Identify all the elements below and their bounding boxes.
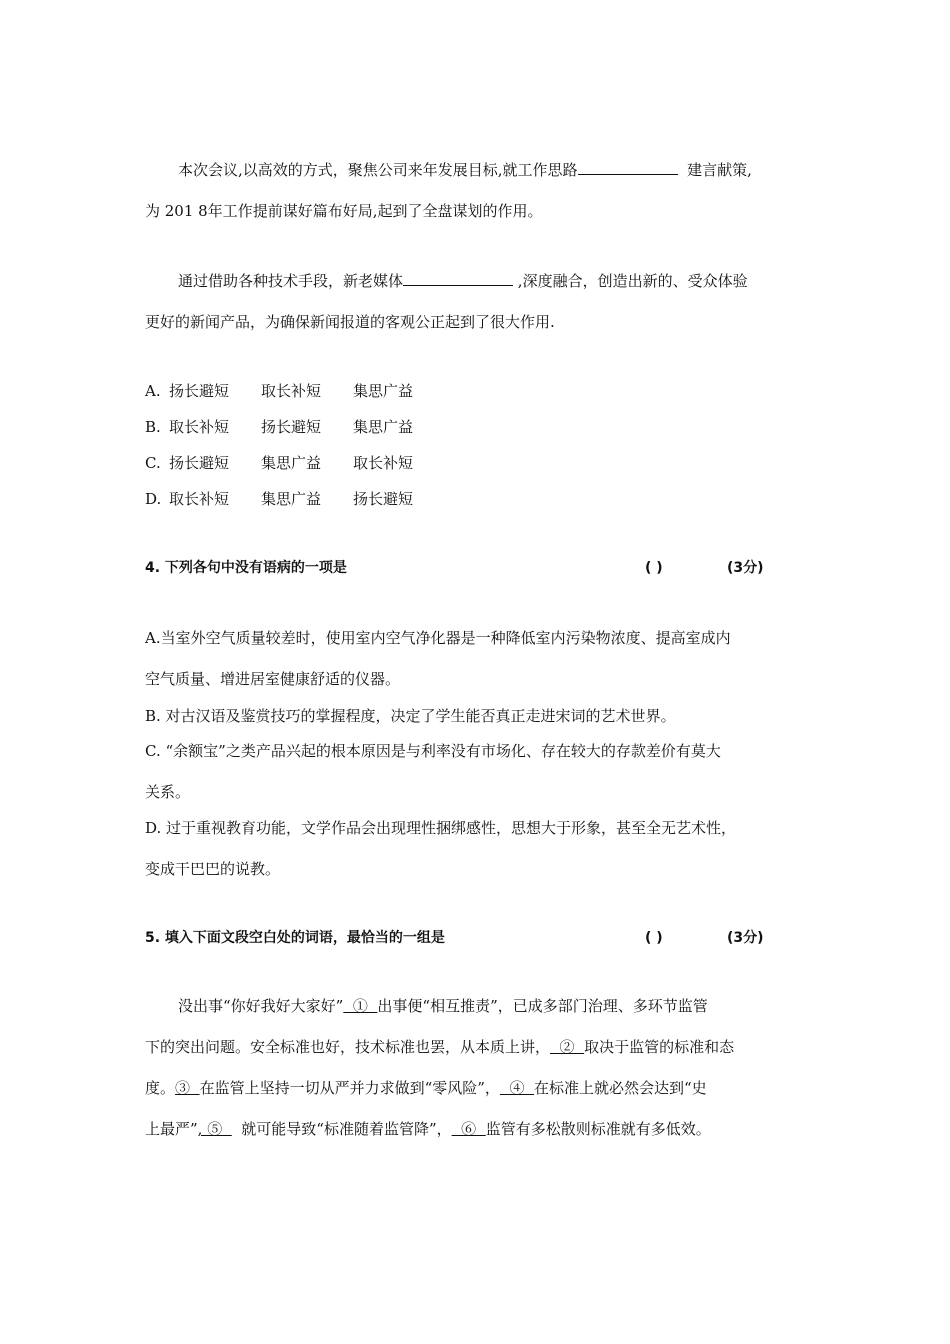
q5-para-line1: 没出事“你好我好大家好” ① 出事便“相互推责”，已成多部门治理、多环节监管: [178, 997, 708, 1015]
q5-answer-paren: ( ): [645, 930, 663, 946]
q4-answer-paren: ( ): [645, 560, 663, 576]
blank-1: [578, 160, 678, 175]
q4-option-d-line1: D. 过于重视教育功能，文学作品会出现理性捆绑感性，思想大于形象，甚至全无艺术性，: [145, 819, 737, 837]
q4-score: (3分): [727, 560, 764, 576]
para1-text-a: 本次会议,以高效的方式，聚焦公司来年发展目标,就工作思路: [178, 161, 578, 179]
para1-line2: 为 201 8年工作提前谋好篇布好局,起到了全盘谋划的作用。: [145, 202, 543, 220]
blank-marker-2: ②: [550, 1038, 585, 1056]
q5-para-line2: 下的突出问题。安全标准也好，技术标准也罢，从本质上讲， ② 取决于监管的标准和态: [145, 1038, 735, 1056]
option-d: D. 取长补短 集思广益 扬长避短: [145, 490, 414, 508]
q4-option-c-line2: 关系。: [145, 783, 191, 801]
q4-option-a-line1: A.当室外空气质量较差时，使用室内空气净化器是一种降低室内污染物浓度、提高室成内: [145, 629, 731, 647]
para2-line1: [178, 271, 748, 291]
option-a: A. 扬长避短 取长补短 集思广益: [145, 382, 414, 400]
q5-para-line4: 上最严”, ⑤ 就可能导致“标准随着监管降”， ⑥ 监管有多松散则标准就有多低效。: [145, 1120, 711, 1138]
para1-text-b: 建言献策,: [687, 161, 752, 179]
para1-line1: [178, 160, 752, 180]
blank-2: [403, 271, 513, 286]
blank-marker-3: ③: [175, 1079, 200, 1097]
option-c: C. 扬长避短 集思广益 取长补短: [145, 454, 414, 472]
blank-marker-1: ①: [343, 997, 378, 1015]
q4-option-d-line2: 变成干巴巴的说教。: [145, 860, 281, 878]
q4-title: 4. 下列各句中没有语病的一项是: [145, 560, 347, 576]
option-b: B. 取长补短 扬长避短 集思广益: [145, 418, 414, 436]
blank-marker-4: ④: [499, 1079, 534, 1097]
blank-marker-6: ⑥: [451, 1120, 486, 1138]
q4-option-b: B. 对古汉语及鉴赏技巧的掌握程度，决定了学生能否真正走进宋词的艺术世界。: [145, 707, 676, 725]
q4-option-c-line1: C. “余额宝”之类产品兴起的根本原因是与利率没有市场化、存在较大的存款差价有莫大: [145, 742, 721, 760]
para2-line2: 更好的新闻产品，为确保新闻报道的客观公正起到了很大作用.: [145, 313, 555, 331]
blank-marker-5: , ⑤: [197, 1120, 232, 1138]
para2-text-b: ,深度融合，创造出新的、受众体验: [517, 272, 748, 290]
q5-title: 5. 填入下面文段空白处的词语，最恰当的一组是: [145, 930, 445, 946]
q4-option-a-line2: 空气质量、增进居室健康舒适的仪器。: [145, 670, 401, 688]
para2-text-a: 通过借助各种技术手段，新老媒体: [178, 272, 404, 290]
q5-para-line3: 度。③ 在监管上坚持一切从严并力求做到“零风险”， ④ 在标准上就必然会达到“史: [145, 1079, 707, 1097]
q5-score: (3分): [727, 930, 764, 946]
